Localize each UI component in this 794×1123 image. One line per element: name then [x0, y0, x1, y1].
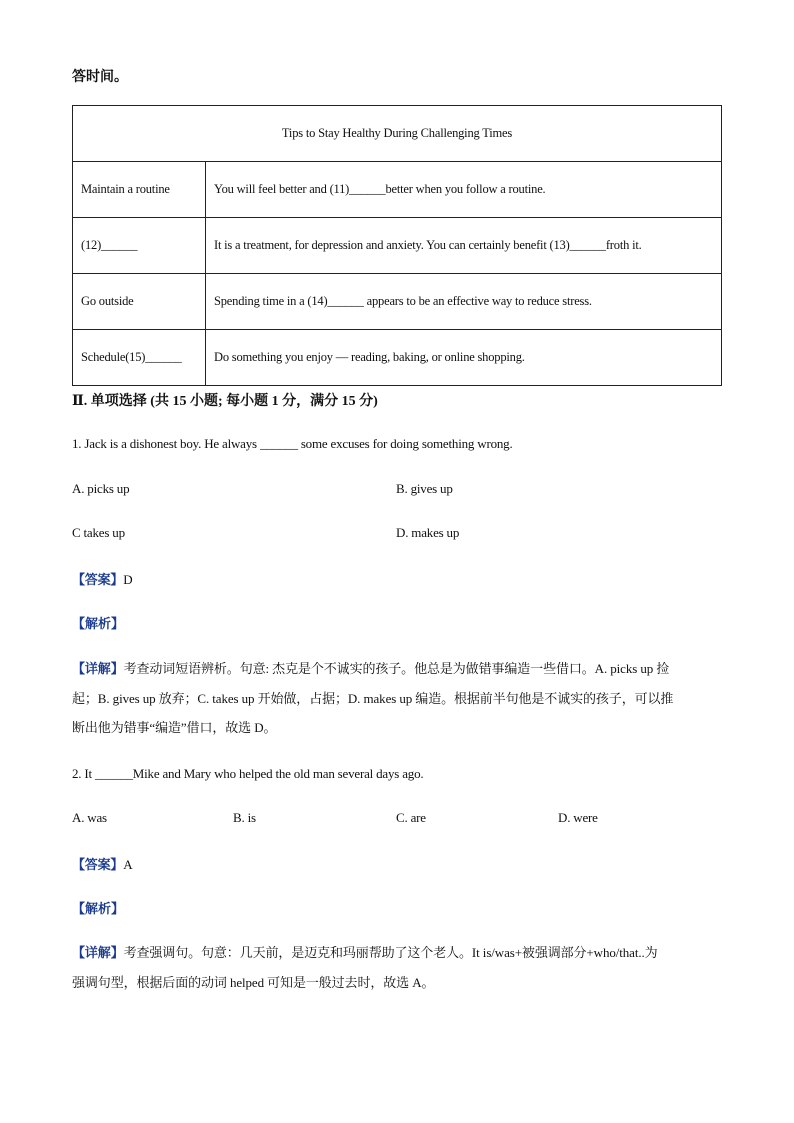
answer-value: A: [123, 857, 133, 872]
analysis-label: 【解析】: [72, 617, 125, 632]
tip-cell: (12)______: [73, 218, 206, 274]
question-2-option-d: D. were: [558, 810, 598, 825]
question-2-analysis: [72, 898, 124, 918]
question-2-option-a: A. was: [72, 810, 107, 825]
tip-cell: Schedule(15)______: [73, 330, 206, 386]
answer-label: 【答案】: [72, 858, 124, 873]
detail-cell: It is a treatment, for depression and anxiety. You can certainly benefit (13)______froth it.: [206, 218, 722, 274]
question-2-option-c: C. are: [396, 810, 426, 825]
detail-line: 断出他为错事“编造”借口，故选 D。: [72, 720, 277, 735]
table-row: [73, 218, 722, 274]
question-1-stem: 1. Jack is a dishonest boy. He always ______ some excuses for doing something wrong.: [72, 436, 513, 451]
analysis-label: 【解析】: [72, 902, 125, 917]
question-2-detail: [72, 938, 722, 997]
detail-line: 考查动词短语辨析。句意: 杰克是个不诚实的孩子。他总是为做错事编造一些借口。A. picks up 捡: [123, 661, 670, 676]
detail-label: 【详解】: [72, 662, 124, 677]
table-row: [73, 162, 722, 218]
detail-line: 起；B. gives up 放弃；C. takes up 开始做，占据；D. makes up 编造。根据前半句他是不诚实的孩子，可以推: [72, 691, 674, 706]
question-2-answer: [72, 854, 132, 873]
detail-line: 考查强调句。句意：几天前，是迈克和玛丽帮助了这个老人。It is/was+被强调部分+who/that..为: [123, 945, 658, 960]
tip-cell: Maintain a routine: [73, 162, 206, 218]
question-1-analysis: [72, 613, 124, 633]
tip-cell: Go outside: [73, 274, 206, 330]
detail-label: 【详解】: [72, 946, 124, 961]
question-2-stem: 2. It ______Mike and Mary who helped the old man several days ago.: [72, 766, 424, 781]
question-2-option-b: B. is: [233, 810, 256, 825]
answer-value: D: [123, 572, 133, 587]
question-1-option-c: C takes up: [72, 525, 125, 540]
table-title-row: [73, 106, 722, 162]
question-1-detail: [72, 654, 722, 742]
answer-label: 【答案】: [72, 573, 124, 588]
detail-cell: Do something you enjoy — reading, baking, or online shopping.: [206, 330, 722, 386]
section-heading: Ⅱ. 单项选择 (共 15 小题; 每小题 1 分，满分 15 分): [72, 394, 378, 409]
question-1-option-a: A. picks up: [72, 481, 130, 496]
table-row: [73, 330, 722, 386]
detail-line: 强调句型，根据后面的动词 helped 可知是一般过去时，故选 A。: [72, 975, 435, 990]
tips-table: [72, 105, 722, 386]
question-1-option-b: B. gives up: [396, 481, 453, 496]
table-title: Tips to Stay Healthy During Challenging Times: [73, 106, 722, 162]
intro-fragment: 答时间。: [72, 70, 128, 85]
question-1-option-d: D. makes up: [396, 525, 460, 540]
detail-cell: You will feel better and (11)______better when you follow a routine.: [206, 162, 722, 218]
detail-cell: Spending time in a (14)______ appears to be an effective way to reduce stress.: [206, 274, 722, 330]
table-row: [73, 274, 722, 330]
question-1-answer: [72, 569, 132, 588]
